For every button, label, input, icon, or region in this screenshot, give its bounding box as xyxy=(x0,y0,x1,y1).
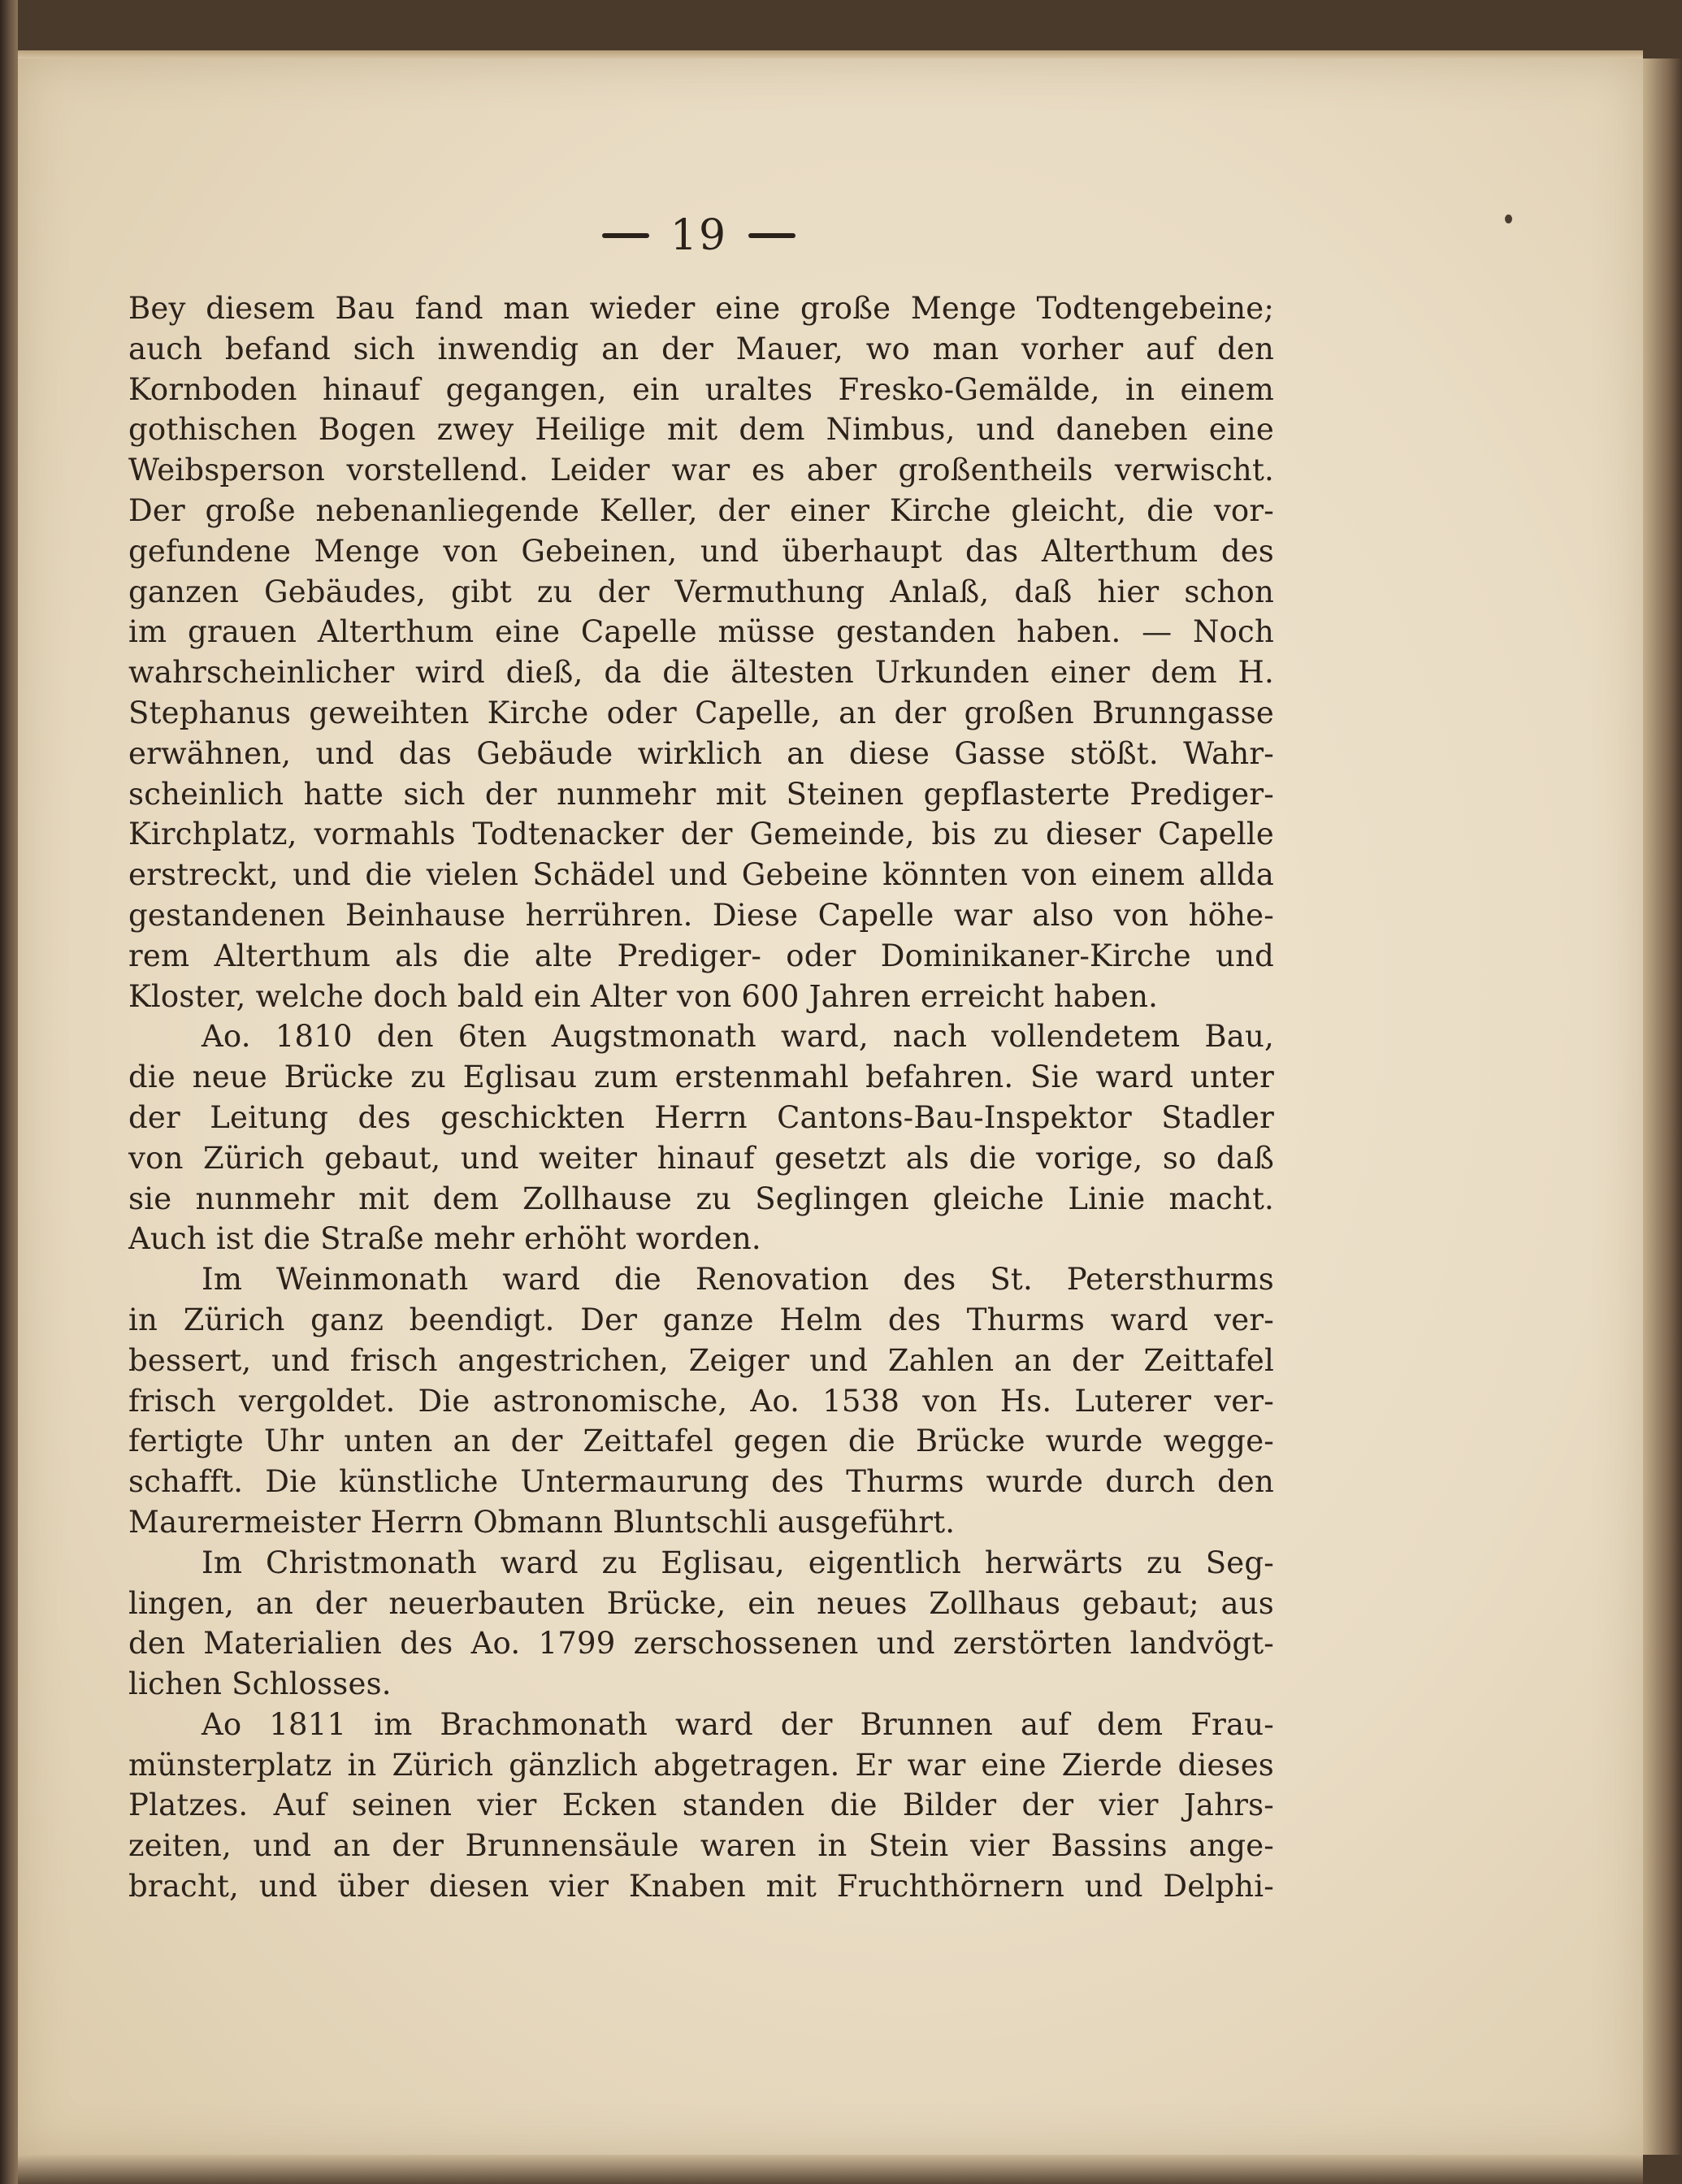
text-line: gothischen Bogen zwey Heilige mit dem Nimbus, und daneben eine xyxy=(128,412,1274,448)
text-line: erwähnen, und das Gebäude wirklich an diese Gasse stößt. Wahr- xyxy=(128,735,1274,771)
page-number: 19 xyxy=(670,211,728,260)
text-line: sie nunmehr mit dem Zollhause zu Seglingen gleiche Linie macht. xyxy=(128,1181,1274,1216)
text-line: Im Christmonath ward zu Eglisau, eigentlich herwärts zu Seg- xyxy=(202,1545,1274,1580)
text-line: Weibsperson vorstellend. Leider war es aber großentheils verwischt. xyxy=(128,453,1274,488)
text-line: Der große nebenanliegende Keller, der einer Kirche gleicht, die vor- xyxy=(128,492,1274,528)
text-line: auch befand sich inwendig an der Mauer, wo man vorher auf den xyxy=(128,331,1274,366)
text-line: schafft. Die künstliche Untermaurung des Thurms wurde durch den xyxy=(128,1464,1274,1500)
text-line: fertigte Uhr unten an der Zeittafel gegen die Brücke wurde wegge- xyxy=(128,1424,1274,1459)
text-line: Kloster, welche doch bald ein Alter von 600 Jahren erreicht haben. xyxy=(128,978,1159,1014)
text-line: Ao. 1810 den 6ten Augstmonath ward, nach vollendetem Bau, xyxy=(202,1019,1274,1055)
text-line: frisch vergoldet. Die astronomische, Ao. 1538 von Hs. Luterer ver- xyxy=(128,1383,1274,1419)
header-dash-left xyxy=(602,233,649,238)
text-line: gestandenen Beinhause herrühren. Diese Capelle war also von höhe- xyxy=(128,897,1274,933)
book-binding xyxy=(0,0,18,2184)
text-line: lingen, an der neuerbauten Brücke, ein neues Zollhaus gebaut; aus xyxy=(128,1585,1274,1621)
text-line: lichen Schlosses. xyxy=(128,1666,392,1702)
text-line: ganzen Gebäudes, gibt zu der Vermuthung Anlaß, daß hier schon xyxy=(128,574,1274,609)
text-line: der Leitung des geschickten Herrn Cantons-Bau-Inspektor Stadler xyxy=(128,1099,1274,1135)
text-line: Ao 1811 im Brachmonath ward der Brunnen auf dem Frau- xyxy=(202,1706,1274,1742)
body-text xyxy=(128,288,1274,1907)
paper-speck xyxy=(1505,214,1512,223)
text-line: gefundene Menge von Gebeinen, und überhaupt das Alterthum des xyxy=(128,533,1274,569)
text-line: im grauen Alterthum eine Capelle müsse gestanden haben. — Noch xyxy=(128,614,1274,650)
text-line: in Zürich ganz beendigt. Der ganze Helm des Thurms ward ver- xyxy=(128,1302,1274,1337)
text-line: Maurermeister Herrn Obmann Bluntschli ausgeführt. xyxy=(128,1504,956,1540)
text-line: Kornboden hinauf gegangen, ein uraltes Fresko-Gemälde, in einem xyxy=(128,371,1274,407)
text-line: rem Alterthum als die alte Prediger- oder Dominikaner-Kirche und xyxy=(128,938,1274,973)
text-line: erstreckt, und die vielen Schädel und Gebeine könnten von einem allda xyxy=(128,857,1274,893)
text-line: bracht, und über diesen vier Knaben mit Fruchthörnern und Delphi- xyxy=(128,1869,1274,1904)
page-header xyxy=(569,207,829,264)
text-line: Im Weinmonath ward die Renovation des St. Petersthurms xyxy=(202,1262,1274,1298)
page-edge-bottom xyxy=(18,2152,1643,2184)
text-line: zeiten, und an der Brunnensäule waren in Stein vier Bassins ange- xyxy=(128,1828,1274,1864)
text-line: Auch ist die Straße mehr erhöht worden. xyxy=(128,1221,761,1257)
text-line: den Materialien des Ao. 1799 zerschossenen und zerstörten landvögt- xyxy=(128,1626,1274,1662)
text-line: bessert, und frisch angestrichen, Zeiger und Zahlen an der Zeittafel xyxy=(128,1342,1274,1378)
text-line: Platzes. Auf seinen vier Ecken standen die Bilder der vier Jahrs- xyxy=(128,1788,1274,1823)
text-line: Kirchplatz, vormahls Todtenacker der Gemeinde, bis zu dieser Capelle xyxy=(128,817,1274,852)
header-dash-right xyxy=(748,233,795,238)
text-line: wahrscheinlicher wird dieß, da die ältesten Urkunden einer dem H. xyxy=(128,655,1274,691)
text-line: Stephanus geweihten Kirche oder Capelle, an der großen Brunngasse xyxy=(128,695,1274,730)
text-line: scheinlich hatte sich der nunmehr mit Steinen gepflasterte Prediger- xyxy=(128,776,1274,812)
text-line: Bey diesem Bau fand man wieder eine große Menge Todtengebeine; xyxy=(128,291,1274,326)
text-line: die neue Brücke zu Eglisau zum erstenmahl befahren. Sie ward unter xyxy=(128,1060,1274,1095)
text-line: von Zürich gebaut, und weiter hinauf gesetzt als die vorige, so daß xyxy=(128,1140,1274,1176)
text-line: münsterplatz in Zürich gänzlich abgetragen. Er war eine Zierde dieses xyxy=(128,1747,1274,1783)
page-edge-right xyxy=(1640,58,1682,2155)
